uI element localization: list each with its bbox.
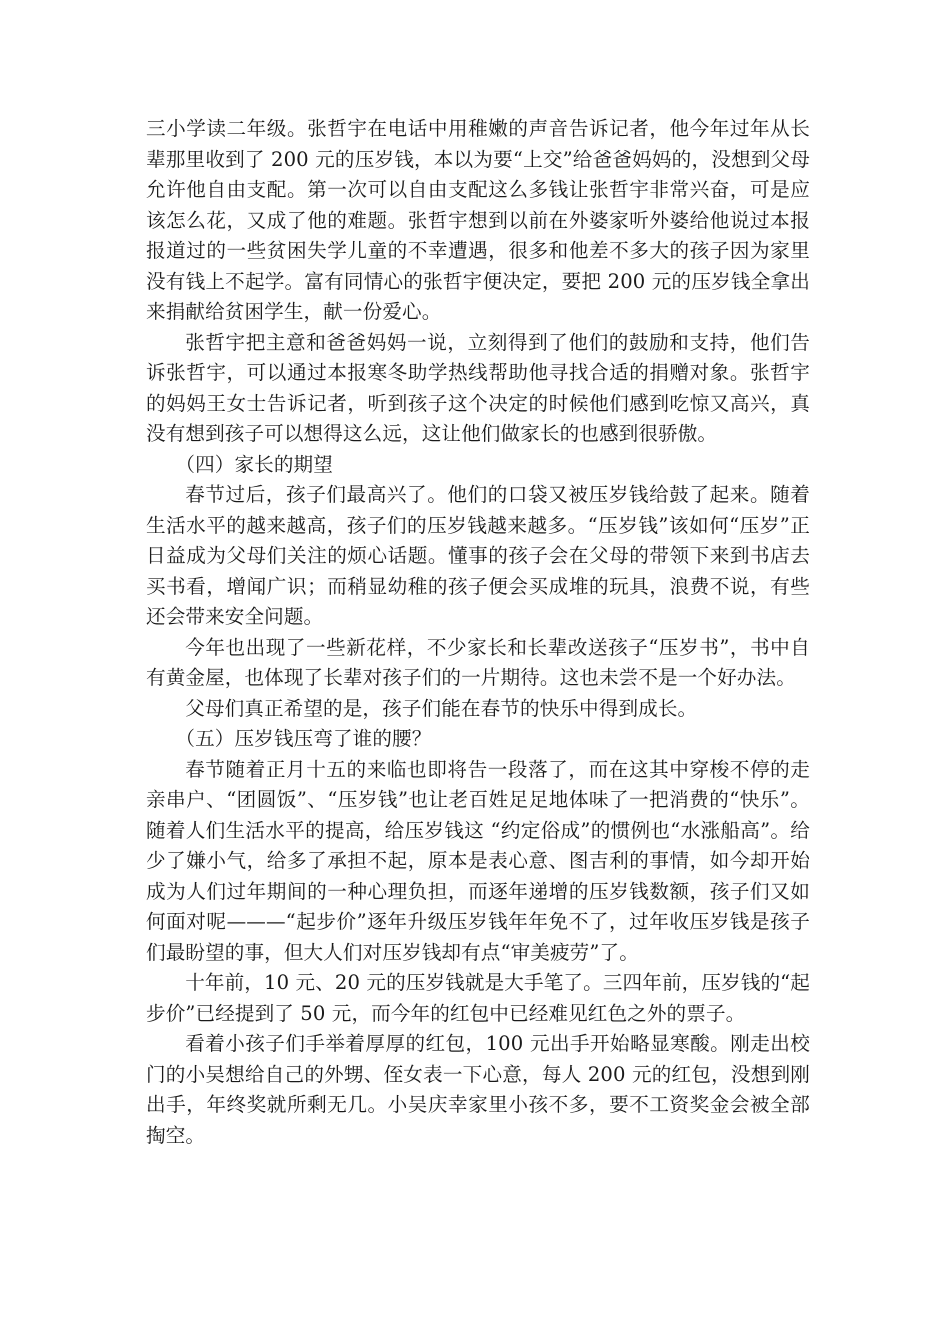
- paragraph-8: 看着小孩子们手举着厚厚的红包，100 元出手开始略显寒酸。刚走出校门的小吴想给自己的外甥、侄女表一下心意，每人 200 元的红包，没想到刚出手，年终奖就所剩无几。小吴庆幸家里小孩不多，要不工资奖金会被全部掏空。: [146, 1032, 810, 1147]
- document-body: [146, 114, 810, 1151]
- paragraph-5: 父母们真正希望的是，孩子们能在春节的快乐中得到成长。: [185, 696, 698, 720]
- paragraph-6: 春节随着正月十五的来临也即将告一段落了，而在这其中穿梭不停的走亲串户、“团圆饭”、“压岁钱”也让老百姓足足地体味了一把消费的“快乐”。随着人们生活水平的提高，给压岁钱这 “约定俗成”的惯例也“水涨船高”。给少了嫌小气，给多了承担不起，原本是表心意、图吉利的事情，如今却开始成为人们过年期间的一种心理负担，而逐年递增的压岁钱数额，孩子们又如何面对呢———“起步价”逐年升级压岁钱年年免不了，过年收压岁钱是孩子们最盼望的事，但大人们对压岁钱却有点“审美疲劳”了。: [146, 757, 810, 964]
- paragraph-7: 十年前，10 元、20 元的压岁钱就是大手笔了。三四年前，压岁钱的“起步价”已经提到了 50 元，而今年的红包中已经难见红色之外的票子。: [146, 971, 810, 1025]
- paragraph-4: 今年也出现了一些新花样，不少家长和长辈改送孩子“压岁书”，书中自有黄金屋，也体现了长辈对孩子们的一片期待。这也未尝不是一个好办法。: [146, 635, 810, 689]
- paragraph-1: 三小学读二年级。张哲宇在电话中用稚嫩的声音告诉记者，他今年过年从长辈那里收到了 200 元的压岁钱，本以为要“上交”给爸爸妈妈的，没想到父母允许他自由支配。第一次可以自由支配这么多钱让张哲宇非常兴奋，可是应该怎么花，又成了他的难题。张哲宇想到以前在外婆家听外婆给他说过本报报道过的一些贫困失学儿童的不幸遭遇，很多和他差不多大的孩子因为家里没有钱上不起学。富有同情心的张哲宇便决定，要把 200 元的压岁钱全拿出来捐献给贫困学生，献一份爱心。: [146, 117, 810, 323]
- paragraph-2: 张哲宇把主意和爸爸妈妈一说，立刻得到了他们的鼓励和支持，他们告诉张哲宇，可以通过本报寒冬助学热线帮助他寻找合适的捐赠对象。张哲宇的妈妈王女士告诉记者，听到孩子这个决定的时候他们感到吃惊又高兴，真没有想到孩子可以想得这么远，这让他们做家长的也感到很骄傲。: [146, 330, 810, 445]
- section-heading-5: （五）压岁钱压弯了谁的腰？: [175, 727, 432, 750]
- paragraph-3: 春节过后，孩子们最高兴了。他们的口袋又被压岁钱给鼓了起来。随着生活水平的越来越高，孩子们的压岁钱越来越多。“压岁钱”该如何“压岁”正日益成为父母们关注的烦心话题。懂事的孩子会在父母的带领下来到书店去买书看，增闻广识；而稍显幼稚的孩子便会买成堆的玩具，浪费不说，有些还会带来安全问题。: [146, 483, 810, 628]
- section-heading-4: （四）家长的期望: [175, 452, 333, 476]
